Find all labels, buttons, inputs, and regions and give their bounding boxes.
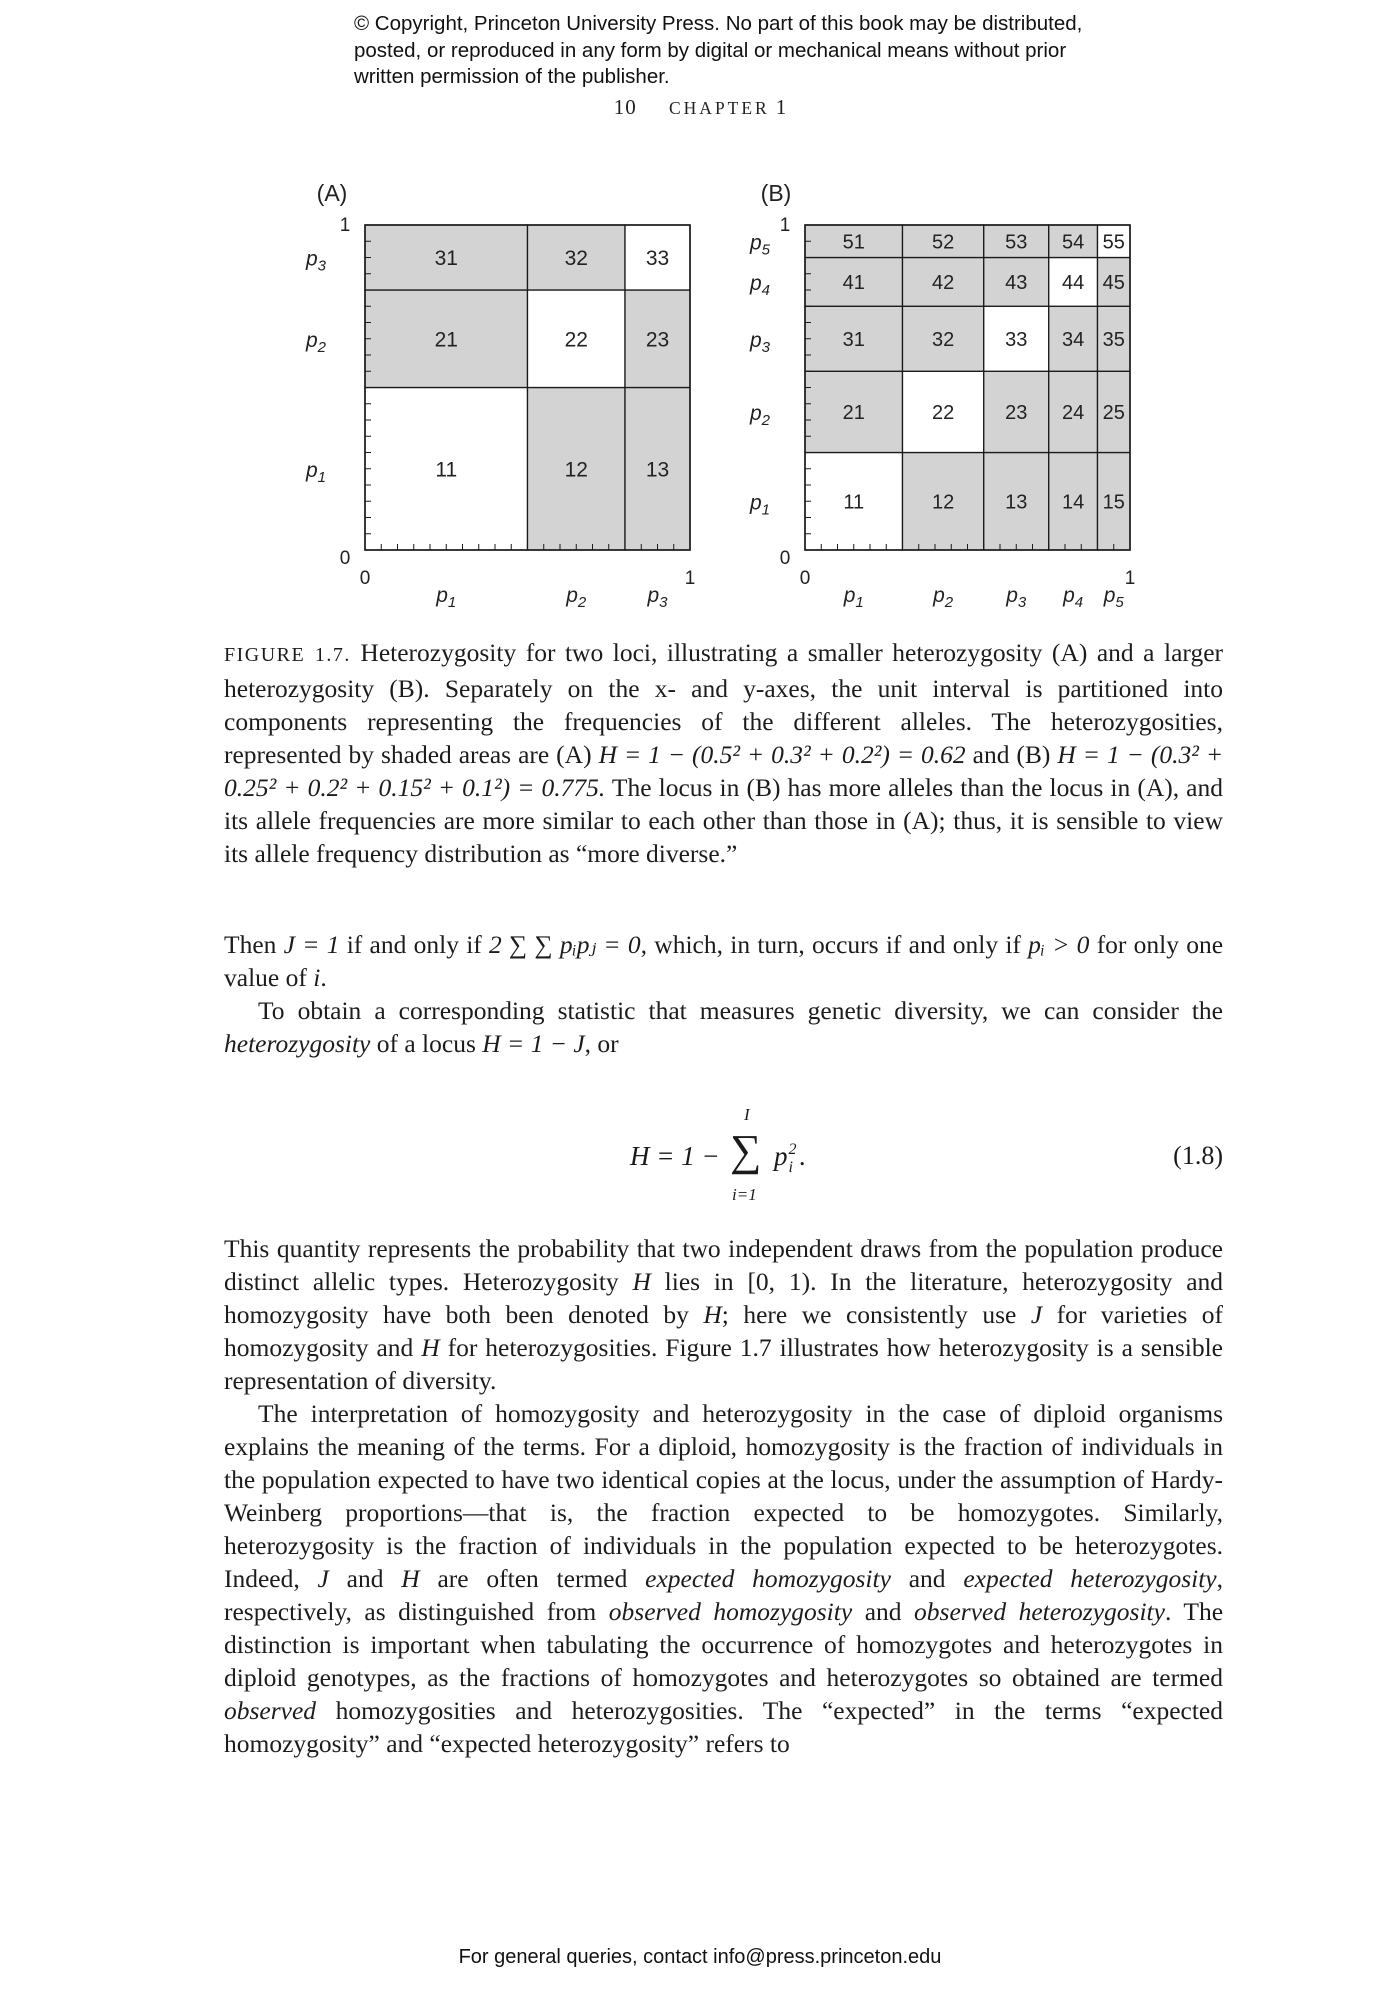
p4-t3: observed homozygosity: [608, 1597, 853, 1626]
panel-a-col-label-p3: $p_3$: [647, 584, 668, 611]
panel-b-cell-label-54: 54: [1062, 231, 1085, 254]
panel-b-cell-label-13: 13: [1005, 491, 1028, 514]
p1-end: .: [320, 963, 327, 992]
chapter-number: 1: [775, 95, 787, 119]
p4-s6: . The distinction is important when tabulating the occurrence of homozygotes and heterozygotes in diploid genotypes, as the fractions of homozygotes and heterozygotes so obtained are termed: [224, 1597, 1224, 1692]
panel-a-row-label-p2: $p_2$: [305, 328, 327, 356]
caption-formula-b: H = 1 − (0.3² + 0.25² + 0.2² + 0.15² + 0.1²) = 0.775.: [224, 740, 1224, 802]
p3-s4: for varieties of homozygosity and: [224, 1300, 1224, 1362]
p4-t2: expected heterozygosity: [963, 1564, 1217, 1593]
summand-sup: 2: [788, 1141, 797, 1158]
panel-b-cell-label-23: 23: [1005, 402, 1028, 425]
p4-h: H: [401, 1564, 420, 1593]
panel-a-cell-label-23: 23: [645, 328, 670, 352]
sum-sign: ∑: [730, 1126, 762, 1175]
panel-a-col-label-p2: $p_2$: [566, 584, 587, 611]
panel-b-y-axis-one: 1: [779, 215, 791, 236]
caption-sentence-4: The locus in (B) has more alleles than the locus in (A), and its allele frequencies are more similar to each other than those in (A); thus, it is sensible to view its allele frequency distribution as “more diverse.”: [224, 773, 1224, 868]
p1-rest: which, in turn, occurs if and only if: [654, 930, 1021, 959]
panel-b-panel-label: (B): [760, 180, 792, 206]
panel-a-cell-label-31: 31: [434, 247, 458, 271]
panel-b-cell-label-25: 25: [1102, 402, 1125, 425]
panel-a-row-label-p1: $p_1$: [305, 458, 327, 486]
p1-p-i-positive: pᵢ > 0: [1028, 930, 1090, 959]
caption-sentence-3: The heterozygosities, represented by shaded areas are (A): [224, 707, 1223, 769]
p1-then: Then: [224, 930, 277, 959]
running-head: [0, 95, 1400, 120]
p4-j: J: [317, 1564, 329, 1593]
panel-b-cell-label-53: 53: [1005, 231, 1028, 254]
panel-b-cell-label-14: 14: [1062, 491, 1085, 514]
panel-b-col-label-p4: $p_4$: [1063, 584, 1084, 611]
summand: [774, 1141, 807, 1176]
summand-sub: i: [788, 1159, 793, 1176]
p4-and: and: [346, 1564, 384, 1593]
p4-s3: and: [908, 1564, 946, 1593]
p4-s2: are often termed: [437, 1564, 628, 1593]
panel-a-x-axis-one: 1: [684, 568, 696, 589]
panel-b-row-label-p1: $p_1$: [749, 491, 771, 519]
p4-s1: The interpretation of homozygosity and heterozygosity in the case of diploid organisms explains the meaning of the terms. For a diploid, homozygosity is the fraction of individuals in the population expected to have two identical copies at the locus, under the assumption of Hardy-Weinberg proportions—that is, the fraction expected to be homozygotes. Similarly, heterozygosity is the fraction of individuals in the population expected to be heterozygotes. Indeed,: [224, 1399, 1223, 1593]
panel-b-cell-label-45: 45: [1102, 272, 1125, 295]
p3-j1: J: [1030, 1300, 1043, 1329]
p3-h1: H: [632, 1267, 651, 1296]
panel-b-cell-label-15: 15: [1102, 491, 1125, 514]
panel-b-cell-label-43: 43: [1005, 272, 1028, 295]
panel-b-cell-label-55: 55: [1102, 231, 1125, 254]
p2-end: , or: [584, 1029, 619, 1058]
heterozygosity-diagram: [290, 175, 1150, 630]
panel-b-col-label-p5: $p_5$: [1103, 584, 1124, 611]
panel-b-row-label-p3: $p_3$: [749, 328, 771, 356]
panel-b-row-label-p5: $p_5$: [749, 231, 771, 259]
panel-b-cell-label-24: 24: [1062, 402, 1085, 425]
panel-a-cell-label-12: 12: [564, 458, 588, 482]
panel-b-row-label-p4: $p_4$: [749, 271, 771, 299]
p1-j-eq-1: J = 1: [283, 930, 340, 959]
caption-connector: and (B): [972, 740, 1051, 769]
p3-h2: H: [703, 1300, 722, 1329]
panel-b-cell-label-32: 32: [932, 328, 955, 351]
p2-formula: H = 1 − J: [482, 1029, 585, 1058]
panel-b-cell-label-33: 33: [1005, 328, 1028, 351]
panel-b-cell-label-51: 51: [842, 231, 865, 254]
p3-s1: This quantity represents the probability that two independent draws from the population produce distinct allelic types. Heterozygosity: [224, 1234, 1223, 1296]
footer-contact: For general queries, contact info@press.princeton.edu: [458, 1946, 942, 1968]
p1-iff: if and only if: [346, 930, 482, 959]
p3-s3: ; here we consistently use: [721, 1300, 1017, 1329]
equation-number: (1.8): [1173, 1141, 1223, 1170]
p4-t5: observed: [224, 1696, 317, 1725]
sum-lower-limit: i=1: [732, 1185, 757, 1204]
panel-a-y-axis-zero: 0: [339, 548, 351, 569]
equation-period: .: [799, 1141, 807, 1171]
panel-b-cell-label-21: 21: [842, 402, 865, 425]
p1-double-sum: 2 ∑ ∑ pᵢpⱼ = 0,: [489, 930, 648, 959]
panel-b-col-label-p1: $p_1$: [843, 584, 864, 611]
panel-b-cell-label-35: 35: [1102, 328, 1125, 351]
panel-b-cell-label-11: 11: [843, 491, 865, 514]
copyright-notice: © Copyright, Princeton University Press. No part of this book may be distributed, posted, or reproduced in any form by digital or mechanical means without prior written permission of the publisher.: [354, 12, 1083, 88]
sum-upper-limit: I: [744, 1105, 750, 1124]
caption-sentence-2: Separately on the x- and y-axes, the unit interval is partitioned into components representing the frequencies of the different alleles.: [224, 674, 1224, 736]
panel-b-y-axis-zero: 0: [779, 548, 791, 569]
p1-tail: for only one value of: [224, 930, 1224, 992]
panel-a-cell-label-33: 33: [645, 247, 670, 271]
panel-a-row-label-p3: $p_3$: [305, 247, 327, 275]
panel-b-col-label-p3: $p_3$: [1006, 584, 1027, 611]
panel-b-x-axis-zero: 0: [799, 568, 811, 589]
summand-p: p: [774, 1141, 788, 1171]
panel-a-panel-label: (A): [316, 180, 348, 206]
panel-b-cell-label-52: 52: [932, 231, 955, 254]
figure-caption: [224, 636, 1223, 870]
panel-a-cell-label-21: 21: [434, 328, 458, 352]
p4-t4: observed heterozygosity: [914, 1597, 1165, 1626]
p1-i: i: [313, 963, 321, 992]
caption-formula-a: H = 1 − (0.5² + 0.3² + 0.2²) = 0.62: [598, 740, 966, 769]
panel-b-row-label-p2: $p_2$: [749, 401, 771, 429]
panel-a-x-axis-zero: 0: [359, 568, 371, 589]
panel-b-cell-label-41: 41: [842, 272, 865, 295]
panel-a-cell-label-22: 22: [564, 328, 588, 352]
equation-lhs: H = 1 −: [630, 1141, 720, 1171]
figure-label: FIGURE 1.7.: [224, 644, 351, 666]
equation-1-8: [224, 1105, 1223, 1215]
panel-b-x-axis-one: 1: [1124, 568, 1136, 589]
panel-b-col-label-p2: $p_2$: [933, 584, 954, 611]
body-paragraph-1: [224, 928, 1223, 1060]
caption-sentence-1: Heterozygosity for two loci, illustrating a smaller heterozygosity (A) and a larger heterozygosity (B).: [224, 638, 1224, 703]
p4-s5: and: [864, 1597, 902, 1626]
figure-1-7: [290, 175, 1150, 635]
panel-a-y-axis-one: 1: [339, 215, 351, 236]
panel-b-cell-label-34: 34: [1062, 328, 1085, 351]
p4-t1: expected homozygosity: [645, 1564, 891, 1593]
body-paragraph-3-4: [224, 1232, 1223, 1760]
panel-b-cell-label-42: 42: [932, 272, 955, 295]
panel-a-cell-label-32: 32: [564, 247, 588, 271]
p2-term-heterozygosity: heterozygosity: [224, 1029, 371, 1058]
panel-b-cell-label-44: 44: [1062, 272, 1085, 295]
page-number: 10: [613, 95, 637, 119]
panel-b-cell-label-22: 22: [932, 402, 955, 425]
p3-s2: lies in [0, 1). In the literature, heterozygosity and homozygosity have both been denoted by: [224, 1267, 1224, 1329]
p4-s7: homozygosities and heterozygosities. The “expected” in the terms “expected homozygosity” and “expected heterozygosity” refers to: [224, 1696, 1224, 1758]
panel-a-cell-label-13: 13: [645, 458, 670, 482]
p2-start: To obtain a corresponding statistic that measures genetic diversity, we can consider the: [258, 996, 1223, 1025]
panel-b-cell-label-31: 31: [842, 328, 865, 351]
panel-a-cell-label-11: 11: [435, 458, 458, 482]
panel-b-cell-label-12: 12: [932, 491, 955, 514]
p3-h3: H: [421, 1333, 440, 1362]
equation-body: [630, 1105, 930, 1215]
panel-a-col-label-p1: $p_1$: [436, 584, 457, 611]
p3-s5: for heterozygosities. Figure 1.7 illustrates how heterozygosity is a sensible representation of diversity.: [224, 1333, 1224, 1395]
chapter-word: CHAPTER: [669, 98, 770, 118]
p2-middle: of a locus: [376, 1029, 476, 1058]
p4-s4: , respectively, as distinguished from: [224, 1564, 1223, 1626]
